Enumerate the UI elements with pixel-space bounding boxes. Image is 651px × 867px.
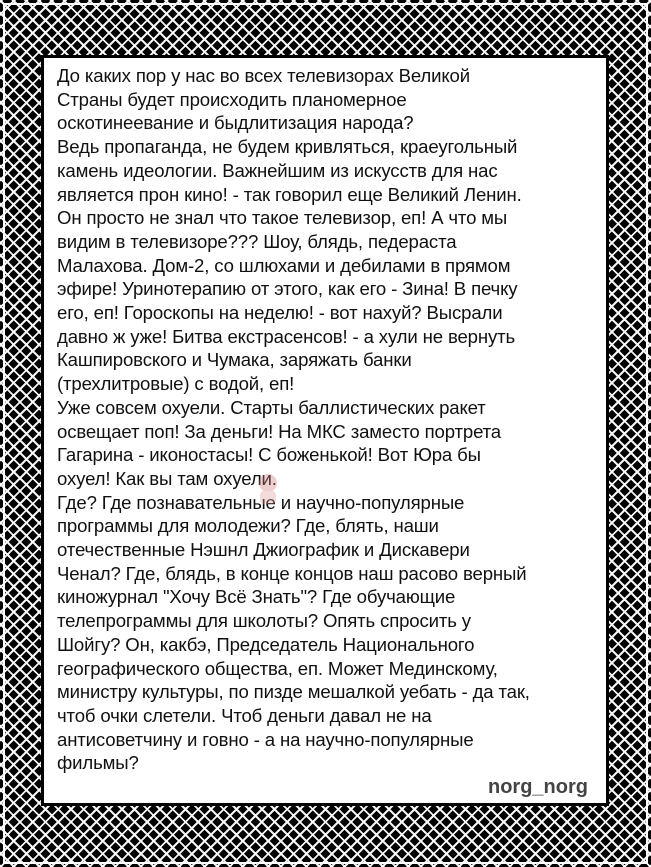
faded-character-icon: [250, 470, 286, 506]
post-body-text: До каких пор у нас во всех телевизорах Великой Страны будет происходить планомерное оскотинеевание и быдлитизация народа? Ведь пропаганда, не будем кривляться, краеугольный камень идеологии. Важнейшим из искусств для нас является прон кино! - так говорил еще Великий Ленин. Он просто не знал что такое телевизор, еп! А что мы видим в телевизоре??? Шоу, блядь, педераста Малахова. Дом-2, со шлюхами и дебилами в прямом эфире! Уринотерапию от этого, как его - Зина! В печку его, еп! Гороскопы на неделю! - вот нахуй? Высрали давно ж уже! Битва екстрасенсов! - а хули не вернуть Кашпировского и Чумака, заряжать банки (трехлитровые) с водой, еп! Уже совсем охуели. Старты баллистических ракет освещает поп! За деньги! На МКС заместо портрета Гагарина - иконостасы! С боженькой! Вот Юра бы охуел! Как вы там охуели. Где? Где познавательные и научно-популярные программы для молодежи? Где, блять, наши отечественные Нэшнл Джиографик и Дискавери Ченал? Где, блядь, в конце концов наш расово верный киножурнал "Хочу Всё Знать"? Где обучающие телепрограммы для школоты? Опять спросить у Шойгу? Он, какбэ, Председатель Национального географического общества, еп. Может Мединскому, министру культуры, по пизде мешалкой уебать - да так, чтоб очки слетели. Чтоб деньги давал не на антисоветчину и говно - а на научно-популярные фильмы?: [57, 65, 530, 774]
text-panel: [44, 58, 606, 803]
author-signature: norg_norg: [488, 776, 588, 798]
